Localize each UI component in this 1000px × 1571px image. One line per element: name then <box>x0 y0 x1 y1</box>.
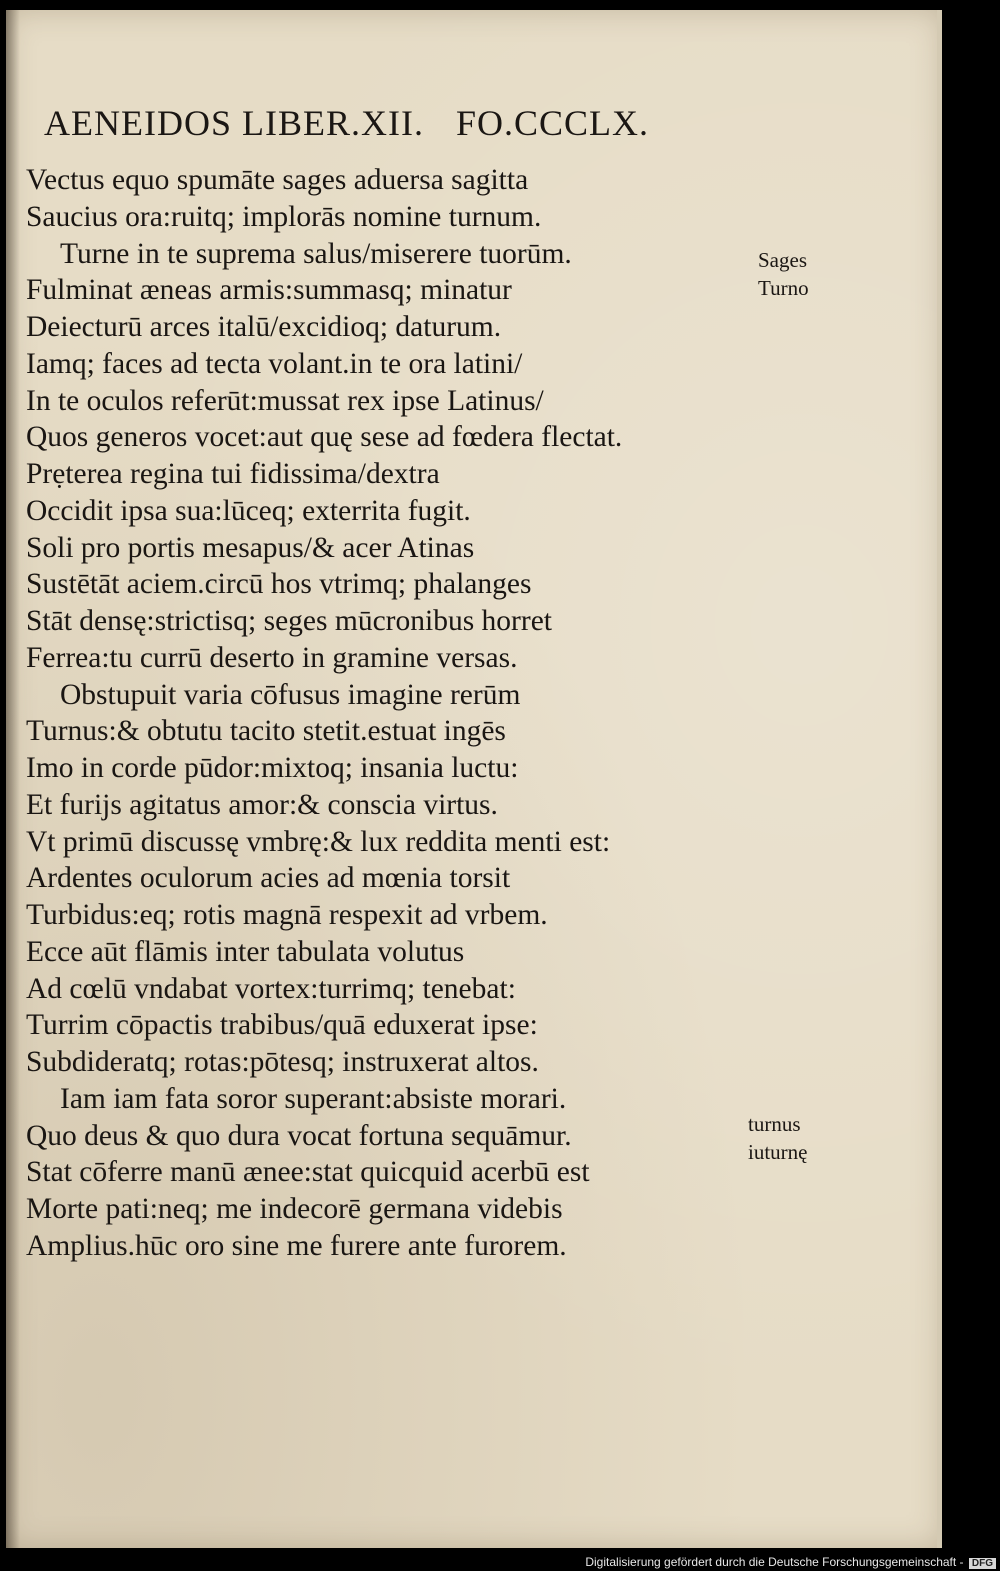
verse-line: Vectus equo spumāte sages aduersa sagitta <box>26 164 529 196</box>
book-page <box>6 10 942 1548</box>
verse-line: Fulminat æneas armis:summasq; minatur <box>26 274 512 307</box>
credit-text: Digitalisierung gefördert durch die Deutsche Forschungsgemeinschaft - <box>585 1555 964 1569</box>
verse-line: Quo deus & quo dura vocat fortuna sequāmur. <box>26 1119 572 1152</box>
verse-line: Ad cœlū vndabat vortex:turrimq; tenebat: <box>26 972 516 1005</box>
verse-line: Turne in te suprema salus/miserere tuorūm. <box>60 237 572 270</box>
verse-line: Subdideratq; rotas:pōtesq; instruxerat altos. <box>26 1046 539 1078</box>
folio-number: FO.CCCLX. <box>455 103 649 143</box>
dfg-logo: DFG <box>969 1558 996 1569</box>
verse-line: Amplius.hūc oro sine me furere ante furorem. <box>26 1229 567 1262</box>
verse-line: Sustētāt aciem.circū hos vtrimq; phalanges <box>26 568 532 601</box>
verse-line: Turbidus:eq; rotis magnā respexit ad vrbem. <box>26 899 548 931</box>
verse-line: Ecce aūt flāmis inter tabulata volutus <box>26 935 465 968</box>
verse-line: Obstupuit varia cōfusus imagine rerūm <box>60 678 521 711</box>
marginal-note-line: turnus <box>748 1112 801 1136</box>
gutter-shadow <box>6 10 20 1548</box>
verse-line: Turrim cōpactis trabibus/quā eduxerat ipse: <box>26 1009 538 1042</box>
verse-line: Iamq; faces ad tecta volant.in te ora latini/ <box>26 347 523 380</box>
marginal-note <box>748 1110 807 1166</box>
verse-line: Saucius ora:ruitq; implorās nomine turnum. <box>26 200 542 233</box>
marginal-note-line: iuturnę <box>748 1140 808 1164</box>
digitization-credit <box>585 1555 996 1569</box>
verse-line: Turnus:& obtutu tacito stetit.estuat ingēs <box>26 715 506 748</box>
running-header <box>44 102 671 144</box>
marginal-note <box>758 246 809 302</box>
marginal-note-line: Turno <box>758 276 809 300</box>
verse-line: Et furijs agitatus amor:& conscia virtus. <box>26 788 498 821</box>
verse-line: Quos generos vocet:aut quę sese ad fœdera flectat. <box>26 421 623 454</box>
verse-line: Stat cōferre manū ænee:stat quicquid acerbū est <box>26 1156 590 1189</box>
page-edge <box>937 10 942 1548</box>
verse-line: Iam iam fata soror superant:absiste morari. <box>60 1082 567 1115</box>
verse-text <box>20 162 760 1265</box>
marginal-note-line: Sages <box>758 248 807 272</box>
verse-line: In te oculos referūt:mussat rex ipse Latinus/ <box>26 384 544 417</box>
verse-line: Vt primū discussę vmbrę:& lux reddita menti est: <box>26 825 611 858</box>
verse-line: Prẹterea regina tui fidissima/dextra <box>26 458 440 490</box>
verse-line: Morte pati:neq; me indecorē germana videbis <box>26 1193 563 1225</box>
verse-line: Occidit ipsa sua:lūceq; exterrita fugit. <box>26 494 471 527</box>
verse-line: Ferrea:tu currū deserto in gramine versas. <box>26 641 518 674</box>
verse-line: Deiecturū arces italū/excidioq; daturum. <box>26 311 502 343</box>
verse-line: Stāt densę:strictisq; seges mūcronibus horret <box>26 605 552 637</box>
running-title: AENEIDOS LIBER.XII. <box>44 103 424 143</box>
verse-line: Soli pro portis mesapus/& acer Atinas <box>26 531 475 564</box>
verse-line: Imo in corde pūdor:mixtoq; insania luctu: <box>26 752 519 784</box>
verse-line: Ardentes oculorum acies ad mœnia torsit <box>26 862 511 895</box>
